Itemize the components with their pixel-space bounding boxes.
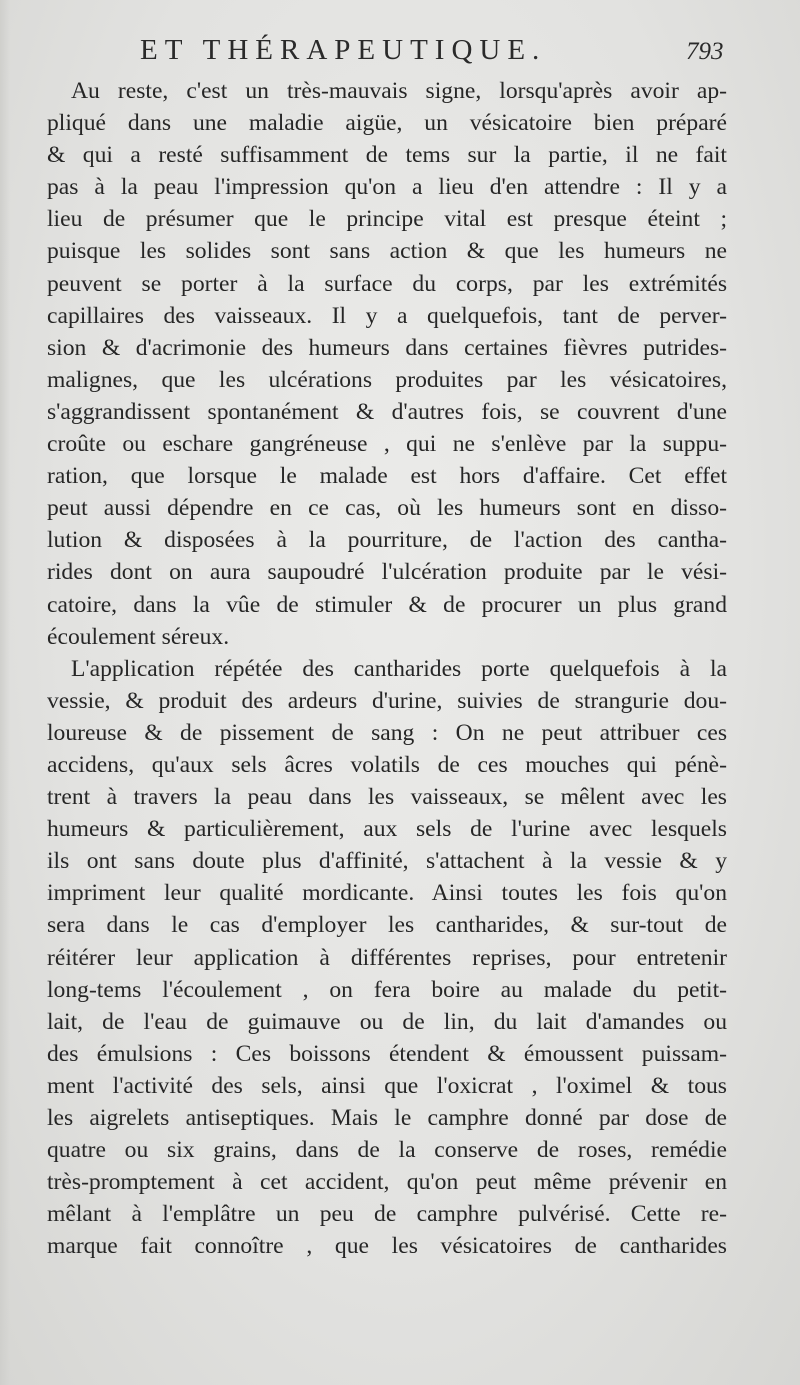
page-edge-shadow	[0, 0, 10, 1385]
text-line: ment l'activité des sels, ainsi que l'oxicrat , l'oximel & tous	[47, 1072, 727, 1099]
text-line: loureuse & de pissement de sang : On ne peut attribuer ces	[47, 719, 727, 746]
text-line: les aigrelets antiseptiques. Mais le camphre donné par dose de	[47, 1105, 727, 1131]
running-title: ET THÉRAPEUTIQUE.	[140, 34, 547, 66]
text-line: lieu de présumer que le principe vital est presque éteint ;	[47, 206, 727, 233]
text-line: accidens, qu'aux sels âcres volatils de ces mouches qui pénè-	[47, 751, 727, 778]
text-line: quatre ou six grains, dans de la conserve de roses, remédie	[47, 1137, 727, 1164]
text-line: sera dans le cas d'employer les cantharides, & sur-tout de	[47, 912, 727, 939]
text-line: long-tems l'écoulement , on fera boire au malade du petit-	[47, 976, 727, 1003]
text-line: croûte ou eschare gangréneuse , qui ne s'enlève par la suppu-	[47, 431, 727, 458]
text-line: peuvent se porter à la surface du corps, par les extrémités	[47, 270, 727, 297]
text-line: peut aussi dépendre en ce cas, où les humeurs sont en disso-	[47, 495, 727, 522]
text-line: catoire, dans la vûe de stimuler & de procurer un plus grand	[47, 591, 727, 618]
text-line: réitérer leur application à différentes reprises, pour entretenir	[47, 944, 727, 971]
text-line: écoulement séreux.	[47, 623, 230, 650]
text-line: rides dont on aura saupoudré l'ulcération produite par le vési-	[47, 559, 727, 586]
text-line: L'application répétée des cantharides porte quelquefois à la	[71, 655, 727, 682]
text-line: pliqué dans une maladie aigüe, un vésicatoire bien préparé	[47, 110, 727, 137]
page-number: 793	[686, 38, 724, 65]
text-line: Au reste, c'est un très-mauvais signe, lorsqu'après avoir ap-	[71, 78, 727, 104]
text-line: des émulsions : Ces boissons étendent & émoussent puissam-	[47, 1040, 727, 1067]
text-line: capillaires des vaisseaux. Il y a quelquefois, tant de perver-	[47, 302, 727, 329]
text-line: malignes, que les ulcérations produites par les vésicatoires,	[47, 366, 727, 393]
text-line: très-promptement à cet accident, qu'on peut même prévenir en	[47, 1169, 727, 1196]
text-line: ration, que lorsque le malade est hors d'affaire. Cet effet	[47, 463, 727, 490]
body-text	[47, 75, 727, 1262]
text-line: vessie, & produit des ardeurs d'urine, suivies de strangurie dou-	[47, 687, 727, 714]
paragraph	[47, 75, 727, 653]
text-line: sion & d'acrimonie des humeurs dans certaines fièvres putrides-	[47, 334, 727, 361]
text-line: mêlant à l'emplâtre un peu de camphre pulvérisé. Cette re-	[47, 1201, 727, 1228]
text-line: s'aggrandissent spontanément & d'autres fois, se couvrent d'une	[47, 398, 727, 425]
text-line: & qui a resté suffisamment de tems sur la partie, il ne fait	[47, 142, 727, 169]
paragraph	[47, 653, 727, 1263]
text-line: lait, de l'eau de guimauve ou de lin, du lait d'amandes ou	[47, 1008, 727, 1035]
text-line: humeurs & particulièrement, aux sels de l'urine avec lesquels	[47, 816, 727, 843]
page-header	[0, 34, 800, 74]
text-line: trent à travers la peau dans les vaisseaux, se mêlent avec les	[47, 784, 727, 811]
text-line: pas à la peau l'impression qu'on a lieu d'en attendre : Il y a	[47, 174, 727, 201]
text-line: marque fait connoître , que les vésicatoires de cantharides	[47, 1233, 727, 1260]
text-line: lution & disposées à la pourriture, de l'action des cantha-	[47, 527, 727, 554]
text-line: ils ont sans doute plus d'affinité, s'attachent à la vessie & y	[47, 848, 727, 875]
text-line: puisque les solides sont sans action & que les humeurs ne	[47, 238, 727, 265]
text-line: impriment leur qualité mordicante. Ainsi toutes les fois qu'on	[47, 880, 727, 907]
